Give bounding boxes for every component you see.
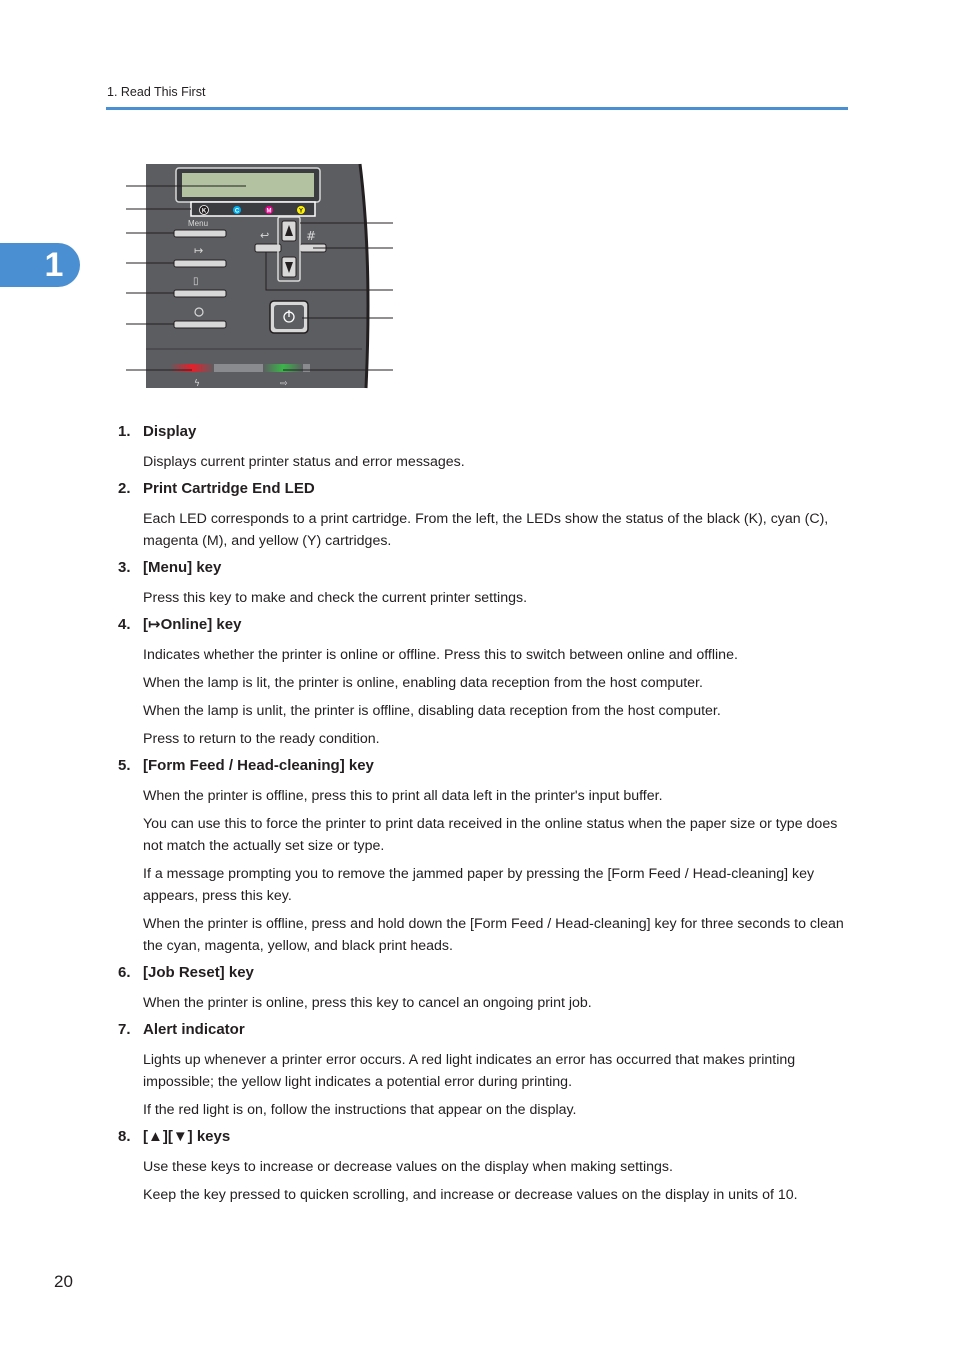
item-paragraph: Lights up whenever a printer error occurs. A red light indicates an error has occurred that makes printing impossible; the yellow light indicates a potential error during printing.	[143, 1052, 796, 1090]
led-c-label: C	[234, 208, 240, 215]
escape-icon: ↩	[260, 229, 270, 242]
item-title	[118, 479, 858, 499]
list-item	[118, 756, 858, 957]
alert-icon: ϟ	[194, 379, 200, 389]
menu-key	[174, 230, 226, 237]
control-panel-figure	[120, 160, 400, 392]
job-reset-key	[174, 321, 226, 328]
item-heading: Alert indicator	[143, 1021, 245, 1038]
item-number: 1.	[118, 423, 131, 440]
menu-key-label: Menu	[188, 219, 209, 228]
list-item	[118, 422, 858, 473]
form-feed-icon: ▯	[193, 276, 199, 287]
enter-icon: #	[306, 229, 317, 243]
item-heading: Print Cartridge End LED	[143, 480, 315, 497]
item-title	[118, 1020, 858, 1040]
item-paragraph: If the red light is on, follow the instructions that appear on the display.	[143, 1102, 577, 1118]
power-indicator	[263, 364, 303, 372]
item-paragraph: When the lamp is unlit, the printer is offline, disabling data reception from the host computer.	[143, 703, 721, 719]
item-heading: [Job Reset] key	[143, 964, 254, 981]
item-paragraph: When the lamp is lit, the printer is online, enabling data reception from the host computer.	[143, 675, 703, 691]
list-item	[118, 479, 858, 552]
online-icon: ↦	[194, 244, 204, 257]
item-number: 6.	[118, 964, 131, 981]
running-header: 1. Read This First	[107, 85, 206, 99]
item-paragraph: Press this key to make and check the current printer settings.	[143, 590, 528, 606]
item-title	[118, 756, 858, 776]
led-m-label: M	[266, 208, 272, 215]
list-item	[118, 558, 858, 609]
item-paragraph: You can use this to force the printer to print data received in the online status when the paper size or type does not match the actually set size or type.	[143, 816, 838, 854]
item-title	[118, 963, 858, 983]
item-paragraph: When the printer is offline, press and hold down the [Form Feed / Head-cleaning] key for three seconds to clean the cyan, magenta, yellow, and black print heads.	[143, 916, 844, 954]
item-heading: [Menu] key	[143, 559, 222, 576]
item-paragraph: Each LED corresponds to a print cartridge. From the left, the LEDs show the status of the black (K), cyan (C), magenta (M), and yellow (Y) cartridges.	[143, 511, 829, 549]
item-title	[118, 1127, 858, 1147]
item-paragraph: When the printer is online, press this key to cancel an ongoing print job.	[143, 995, 592, 1011]
item-title	[118, 558, 858, 578]
form-feed-key	[174, 290, 226, 297]
item-number: 5.	[118, 757, 131, 774]
item-paragraph: Displays current printer status and error messages.	[143, 454, 465, 470]
item-title	[118, 422, 858, 442]
item-heading: [Form Feed / Head-cleaning] key	[143, 757, 374, 774]
cartridge-led-strip	[191, 202, 315, 216]
item-paragraph: Indicates whether the printer is online or offline. Press this to switch between online and offline.	[143, 647, 738, 663]
item-paragraph: Press to return to the ready condition.	[143, 731, 380, 747]
page-number: 20	[54, 1272, 73, 1291]
item-heading: [↦Online] key	[143, 616, 242, 633]
alert-indicator	[170, 364, 214, 372]
item-title	[118, 615, 858, 635]
item-heading: [▲][▼] keys	[143, 1128, 231, 1145]
list-item	[118, 963, 858, 1014]
chapter-tab: 1	[0, 243, 80, 287]
escape-key	[255, 244, 281, 252]
item-number: 2.	[118, 480, 131, 497]
description-list	[118, 422, 858, 1212]
item-number: 7.	[118, 1021, 131, 1038]
item-paragraph: Use these keys to increase or decrease values on the display when making settings.	[143, 1159, 673, 1175]
led-y-label: Y	[298, 208, 304, 215]
item-paragraph: When the printer is offline, press this to print all data left in the printer's input buffer.	[143, 788, 663, 804]
item-number: 4.	[118, 616, 131, 633]
online-key	[174, 260, 226, 267]
item-heading: Display	[143, 423, 197, 440]
data-in-icon: ⇨	[280, 379, 288, 389]
header-rule	[106, 107, 848, 110]
list-item	[118, 615, 858, 750]
led-k-label: K	[201, 208, 207, 215]
item-number: 3.	[118, 559, 131, 576]
item-paragraph: Keep the key pressed to quicken scrolling, and increase or decrease values on the display in units of 10.	[143, 1187, 798, 1203]
list-item	[118, 1127, 858, 1206]
list-item	[118, 1020, 858, 1121]
item-paragraph: If a message prompting you to remove the jammed paper by pressing the [Form Feed / Head-cleaning] key appears, press this key.	[143, 866, 815, 904]
item-number: 8.	[118, 1128, 131, 1145]
